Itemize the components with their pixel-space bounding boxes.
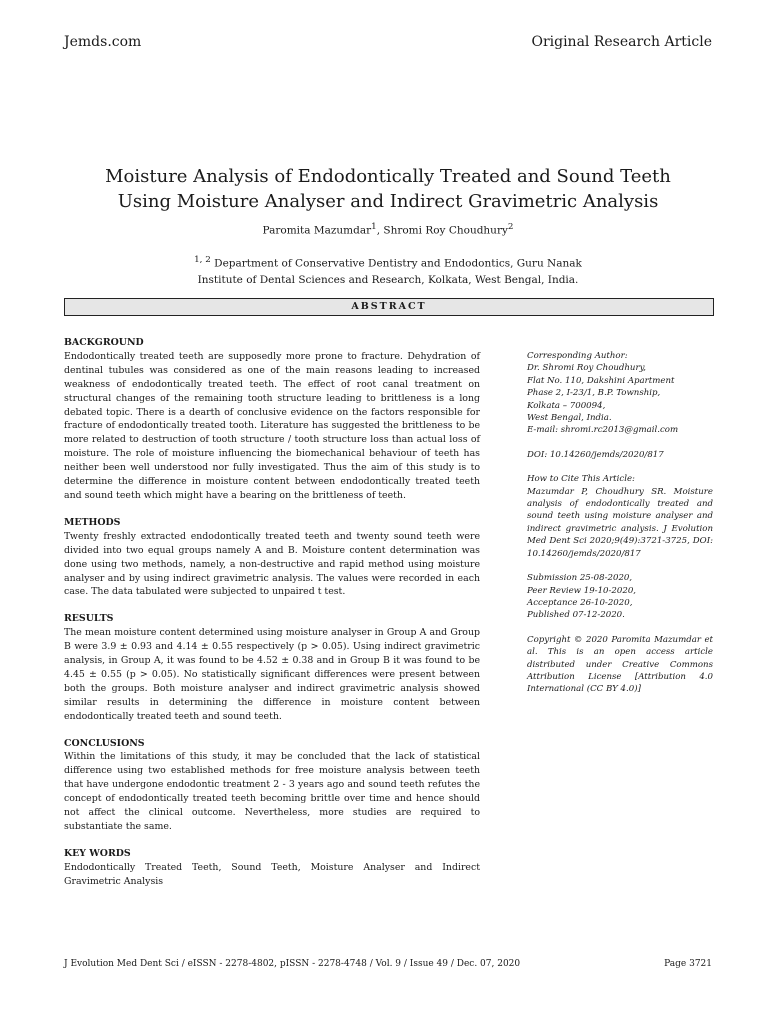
- affiliation-line-2: Institute of Dental Sciences and Research, Kolkata, West Bengal, India.: [197, 273, 579, 286]
- date-line: Peer Review 19-10-2020,: [527, 585, 637, 596]
- date-line: Published 07-12-2020.: [527, 610, 625, 621]
- section-heading-background: BACKGROUND: [64, 337, 144, 348]
- section-text-methods: Twenty freshly extracted endodontically treated teeth and twenty sound teeth were divided into two equal groups namely A and B. Moisture content determination was done using two methods, namely, a non-destructive and rapid method using moisture analyser and by using indirect gravimetric analysis. The values were recorded in each case. The data tabulated were subjected to unpaired t test.: [64, 530, 480, 598]
- abstract-body: [64, 336, 480, 902]
- author-1-sup: 1: [371, 222, 377, 232]
- site-name: Jemds.com: [64, 34, 142, 50]
- section-heading-conclusions: CONCLUSIONS: [64, 737, 145, 749]
- doi-block[interactable]: DOI: 10.14260/jemds/2020/817: [527, 449, 664, 460]
- affiliation: [64, 252, 712, 288]
- corresponding-line: Kolkata – 700094,: [527, 400, 606, 411]
- title-line-1: Moisture Analysis of Endodontically Treated and Sound Teeth: [105, 166, 671, 187]
- corresponding-line: West Bengal, India.: [527, 413, 612, 424]
- author-2-sup: 2: [507, 222, 514, 232]
- corresponding-line: Dr. Shromi Roy Choudhury,: [527, 363, 647, 374]
- citation-heading: How to Cite This Article:: [527, 474, 635, 485]
- citation-text: Mazumdar P, Choudhury SR. Moisture analysis of endodontically treated and sound teeth using moisture analyser and indirect gravimetric analysis. J Evolution Med Dent Sci 2020;9(49):3721-3725, DOI: 10.14260/jemds/2020/817: [527, 486, 713, 559]
- paper-title: [64, 164, 712, 214]
- section-heading-results: RESULTS: [64, 613, 114, 625]
- date-line: Submission 25-08-2020,: [527, 573, 633, 584]
- article-info-sidebar: [527, 350, 713, 708]
- section-text-conclusions: Within the limitations of this study, it may be concluded that the lack of statistical difference using two established methods for free moisture analysis between teeth that have undergone endodontic treatment 2 - 3 years ago and sound teeth refutes the concept of endodontically treated teeth becoming brittle over time and hence should not affect the clinical outcome. Nevertheless, more studies are required to substantiate the same.: [64, 751, 480, 832]
- section-heading-keywords: KEY WORDS: [64, 847, 131, 859]
- corresponding-line: Flat No. 110, Dakshini Apartment: [527, 375, 675, 386]
- corresponding-line: Phase 2, I-23/1, B.P. Township,: [527, 388, 661, 399]
- section-heading-methods: METHODS: [64, 516, 121, 528]
- affiliation-line-1: Department of Conservative Dentistry and Endodontics, Guru Nanak: [214, 257, 582, 270]
- corresponding-line: Corresponding Author:: [527, 351, 628, 361]
- author-list: Paromita Mazumdar$^1$, Shromi Roy Choudhury$^2$: [262, 222, 514, 237]
- section-text-results: The mean moisture content determined using moisture analyser in Group A and Group B were 3.9 ± 0.93 and 4.14 ± 0.55 respectively (p > 0.05). Using indirect gravimetric analysis, in Group A, it was found to be 4.52 ± 0.38 and in Group B it was found to be 4.45 ± 0.55 (p > 0.05). No statistically significant differences were present between both the groups. Both moisture analyser and indirect gravimetric analysis showed similar results in determining the difference in moisture content between endodontically treated teeth and sound teeth.: [64, 627, 480, 722]
- footer-journal: J Evolution Med Dent Sci / eISSN - 2278-4802, pISSN - 2278-4748 / Vol. 9 / Issue 49 / Dec. 07, 2020: [64, 959, 521, 969]
- author-2: Shromi Roy Choudhury: [383, 224, 508, 237]
- abstract-banner: ABSTRACT: [64, 298, 714, 316]
- affiliation-sup: 1, 2: [194, 255, 211, 265]
- copyright-block: Copyright © 2020 Paromita Mazumdar et al. This is an open access article distributed under Creative Commons Attribution License [Attribution 4.0 International (CC BY 4.0)]: [527, 634, 713, 695]
- author-1: Paromita Mazumdar: [262, 224, 372, 237]
- citation-block: [527, 473, 713, 560]
- footer-page-number: Page 3721: [664, 959, 712, 969]
- article-type: Original Research Article: [531, 34, 712, 50]
- section-text-background: Endodontically treated teeth are supposedly more prone to fracture. Dehydration of dentinal tubules was considered as one of the main reasons leading to increased weakness of endodontically treated teeth. The effect of root canal treatment on structural changes of the remaining tooth structure leading to brittleness is a long debated topic. There is a dearth of conclusive evidence on the factors responsible for fracture of endodontically treated tooth. Literature has suggested the brittleness to be more related to destruction of tooth structure / tooth structure loss than actual loss of moisture. The role of moisture influencing the biomechanical behaviour of teeth has neither been well understood nor fully investigated. Thus the aim of this study is to determine the difference in moisture content between endodontically treated teeth and sound teeth which might have a bearing on the brittleness of teeth.: [64, 350, 480, 501]
- title-line-2: Using Moisture Analyser and Indirect Gravimetric Analysis: [117, 191, 659, 212]
- corresponding-email[interactable]: E-mail: shromi.rc2013@gmail.com: [527, 425, 679, 436]
- dates-block: [527, 572, 713, 622]
- section-text-keywords: Endodontically Treated Teeth, Sound Teeth, Moisture Analyser and Indirect Gravimetric Analysis: [64, 861, 480, 887]
- corresponding-author-block: [527, 350, 713, 437]
- date-line: Acceptance 26-10-2020,: [527, 597, 633, 608]
